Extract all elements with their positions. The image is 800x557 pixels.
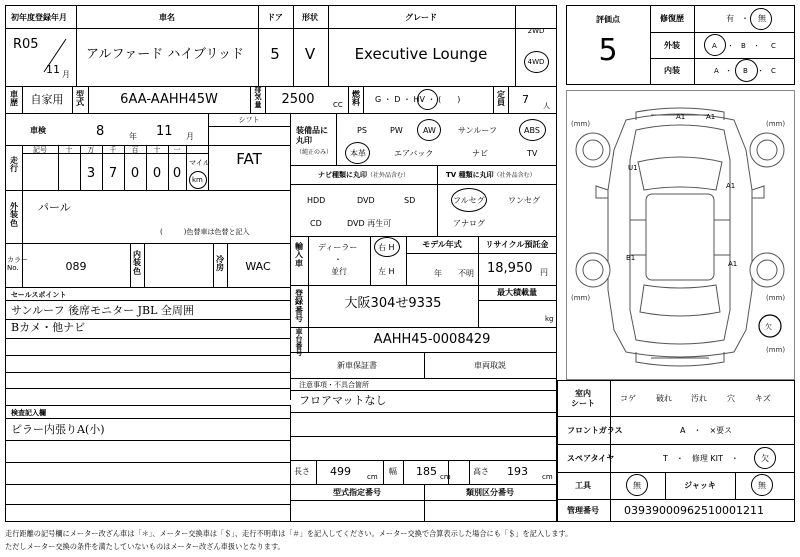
equip-leather-circle xyxy=(345,142,370,164)
import-right-h: 右 H xyxy=(378,243,395,252)
equip-item: ナビ xyxy=(472,149,488,158)
height-unit: cm xyxy=(542,473,553,481)
mileage-digit: 7 xyxy=(108,166,118,181)
mileage-digit-label: 百 xyxy=(131,146,139,154)
mileage-symbol-label: 記号 xyxy=(33,146,47,154)
fuel-hv-circle xyxy=(417,89,438,110)
capacity-value: 7 xyxy=(522,93,529,106)
length-label: 長さ xyxy=(294,467,310,476)
model-year-label: モデル年式 xyxy=(422,240,462,249)
ac-label: 冷 房 xyxy=(216,255,224,273)
width-unit: cm xyxy=(440,473,451,481)
main-sheet-frame xyxy=(5,5,557,522)
svg-text:(mm): (mm) xyxy=(766,294,786,302)
repair-label: 修復歴 xyxy=(660,14,684,23)
jack-circle xyxy=(751,474,773,496)
inspection-year: 8 xyxy=(96,124,105,139)
month-unit: 月 xyxy=(62,70,70,79)
tools-circle xyxy=(626,474,648,496)
import-label: 輸 入 車 xyxy=(295,242,303,268)
navi-item: DVD 再生可 xyxy=(347,219,392,228)
repair-option: 無 xyxy=(758,14,766,23)
right-h-circle xyxy=(374,237,400,257)
inspection-month-unit: 月 xyxy=(186,132,194,141)
interior-sheet-item: 破れ xyxy=(656,394,672,403)
name-label: 車名 xyxy=(159,13,175,22)
svg-text:(mm): (mm) xyxy=(766,346,786,354)
model-year-unit: 年 xyxy=(434,269,442,278)
mile-label: マイル xyxy=(189,159,210,167)
notes-value: フロアマットなし xyxy=(299,394,387,407)
mileage-digit-label: 十 xyxy=(65,146,73,154)
color-no-value: 089 xyxy=(65,260,87,273)
grade-label: グレード xyxy=(405,13,437,22)
import-left-h: 左 H xyxy=(378,267,395,276)
score-label: 評価点 xyxy=(596,15,620,24)
first-reg-year: R05 xyxy=(13,37,39,52)
shape-label: 形状 xyxy=(302,13,318,22)
length-value: 499 xyxy=(330,465,351,478)
svg-text:(mm): (mm) xyxy=(766,120,786,128)
import-parallel: 並行 xyxy=(331,267,347,276)
shape-value: V xyxy=(304,45,316,63)
score-value: 5 xyxy=(598,33,618,68)
drive-2wd: 2WD xyxy=(527,27,545,35)
equip-item: 本革 xyxy=(350,149,366,158)
repair-dot: ・ xyxy=(741,14,749,23)
shift-value: FAT xyxy=(236,150,262,168)
usage-value: 自家用 xyxy=(30,93,64,106)
navi-item: CD xyxy=(310,219,322,228)
exterior-grade: C xyxy=(771,42,776,50)
diagram-mark: U1 xyxy=(628,164,638,172)
mileage-digit-label: 万 xyxy=(87,146,95,154)
tv-fullseg-circle xyxy=(451,188,487,212)
model-label: 型 式 xyxy=(76,90,84,108)
navi-label: ナビ種類に丸印（社外品含む） xyxy=(318,171,410,179)
ac-value: WAC xyxy=(245,260,271,273)
interior-sheet-item: コゲ xyxy=(620,394,636,403)
fuel-options: G ・ D ・ HV ・ ( ) xyxy=(375,95,461,104)
navi-item: HDD xyxy=(307,196,326,205)
equip-item: PS xyxy=(357,126,367,135)
interior-color-label: 内 装 色 xyxy=(133,250,141,276)
sales-points-line2: Bカメ・他ナビ xyxy=(11,321,86,334)
equip-item: AW xyxy=(423,126,436,135)
km-label: km xyxy=(192,176,203,184)
interior-b-circle xyxy=(735,59,758,82)
mileage-digit-label: 千 xyxy=(109,146,117,154)
tv-label: TV 種類に丸印（社外品含む） xyxy=(446,171,536,179)
exterior-grade: B xyxy=(741,42,746,50)
color-label: 外 装 色 xyxy=(10,202,18,228)
grade-dot: ・ xyxy=(727,42,734,50)
mileage-digit: 0 xyxy=(130,166,140,181)
mileage-digit: 0 xyxy=(152,166,162,181)
chassis-value: AAHH45-0008429 xyxy=(373,332,491,347)
warranty-doc: 新車保証書 xyxy=(337,361,377,370)
max-load-label: 最大積載量 xyxy=(497,288,537,297)
sales-points-line1: サンルーフ 後席モニター JBL 全周囲 xyxy=(11,304,194,317)
interior-sheet-item: 汚れ xyxy=(691,394,707,403)
notes-label: 注意事項・不具合箇所 xyxy=(299,381,369,389)
jack-label: ジャッキ xyxy=(684,481,716,490)
cc-unit: CC xyxy=(333,101,343,109)
inspection-month: 11 xyxy=(156,124,173,139)
inspection-label: 車検 xyxy=(30,126,46,135)
equip-item: サンルーフ xyxy=(458,126,497,135)
chassis-label: 車 台 番 号 xyxy=(295,328,303,357)
door-value: 5 xyxy=(270,45,280,63)
diagram-mark: A1 xyxy=(728,260,738,268)
mileage-label: 走 行 xyxy=(10,156,18,174)
management-label: 管理番号 xyxy=(567,506,599,515)
svg-text:(mm): (mm) xyxy=(571,120,591,128)
fuel-label: 燃 料 xyxy=(352,90,360,108)
footer-line1: 走行距離の記号欄にメーター改ざん車は「＊」、メーター交換車は「＄」、走行不明車は「＃」を記入してください。メーター交換で合算表示した場合にも「＄」を記入します。 xyxy=(5,529,573,538)
navi-item: DVD xyxy=(357,196,375,205)
color-no-label: カラー No. xyxy=(7,256,28,273)
displacement-value: 2500 xyxy=(281,92,315,107)
usage-label: 車 歴 xyxy=(10,90,18,108)
interior-grade: A xyxy=(714,67,719,75)
svg-text:(mm): (mm) xyxy=(571,294,591,302)
first-reg-label: 初年度登録年月 xyxy=(11,13,67,22)
repair-none-circle xyxy=(750,8,772,30)
category-label: 類別区分番号 xyxy=(466,488,514,497)
width-value: 185 xyxy=(416,465,437,478)
equip-item: エアバック xyxy=(394,149,434,158)
diagram-mark: A1 xyxy=(726,182,736,190)
import-dot: ・ xyxy=(334,255,342,264)
windshield-options: A ・ ×要ス xyxy=(680,426,733,435)
recycle-yen: 円 xyxy=(540,268,548,277)
model-value: 6AA-AAHH45W xyxy=(120,92,218,107)
repair-option: 有 xyxy=(726,14,734,23)
spare-tire-options: T ・ 修理 KIT ・ xyxy=(663,454,739,463)
interior-label: 内装 xyxy=(664,66,680,75)
grade-dot: ・ xyxy=(725,67,732,75)
exterior-grade: A xyxy=(712,42,717,50)
management-value: 0393900096251000121​1 xyxy=(624,504,764,517)
registration-value: 大阪304せ9335 xyxy=(344,296,442,311)
width-label: 幅 xyxy=(389,467,397,476)
equip-abs-circle xyxy=(519,119,546,141)
inspector-value: ピラー内張りA(小) xyxy=(11,423,105,436)
model-year-unknown: 不明 xyxy=(458,269,474,278)
length-unit: cm xyxy=(367,473,378,481)
recycle-label: リサイクル預託金 xyxy=(485,240,549,249)
equip-item: TV xyxy=(527,149,538,158)
drive-4wd: 4WD xyxy=(527,58,545,66)
height-label: 高さ xyxy=(473,467,489,476)
type-designation-label: 型式指定番号 xyxy=(333,488,381,497)
interior-sheet-item: キズ xyxy=(755,394,771,403)
interior-sheet-label: 室内 シート xyxy=(571,389,595,409)
grade-dot: ・ xyxy=(753,42,760,50)
tv-item: アナログ xyxy=(453,219,485,228)
tv-item: ワンセグ xyxy=(508,196,540,205)
spare-tire-circle xyxy=(754,447,776,469)
interior-grade: C xyxy=(771,67,776,75)
interior-grade: B xyxy=(743,67,748,75)
spare-tire-label: スペアタイヤ xyxy=(567,454,615,463)
diagram-mark: A1 xyxy=(706,113,716,121)
equip-item: PW xyxy=(390,126,403,135)
sales-points-label: セールスポイント xyxy=(11,291,67,299)
jack-value: 無 xyxy=(758,481,766,490)
windshield-label: フロントガラス xyxy=(567,426,623,435)
capacity-label: 定 員 xyxy=(497,90,505,108)
mileage-digit-label: 一 xyxy=(173,146,181,154)
diagram-mark: B1 xyxy=(626,254,636,262)
import-dealer: ディーラー xyxy=(318,243,358,252)
registration-label: 登 録 番 号 xyxy=(295,289,303,324)
tv-item: フルセグ xyxy=(453,196,485,205)
grade-value: Executive Lounge xyxy=(354,45,488,63)
inspection-year-unit: 年 xyxy=(129,132,137,141)
navi-item: SD xyxy=(404,196,416,205)
interior-sheet-item: 穴 xyxy=(727,394,735,403)
exterior-a-circle xyxy=(704,34,726,56)
car-name: アルファード ハイブリッド xyxy=(86,47,244,62)
person-unit: 人 xyxy=(543,102,550,110)
first-reg-month: 11 xyxy=(46,63,60,76)
inspector-label: 検査記入欄 xyxy=(11,409,46,417)
max-load-unit: kg xyxy=(545,315,554,323)
mileage-digit: 3 xyxy=(86,166,96,181)
door-label: ドア xyxy=(267,13,283,22)
diagram-mark: A1 xyxy=(676,113,686,121)
equipment-label: 装備品に 丸印 （純正のみ） xyxy=(296,126,333,156)
tools-value: 無 xyxy=(633,481,641,490)
diagram-mark: 欠 xyxy=(765,323,772,331)
spare-tire-circled: 欠 xyxy=(761,454,769,463)
recycle-value: 18,950 xyxy=(487,261,533,276)
displacement-label: 排 気 量 xyxy=(254,86,262,109)
mileage-digit-label: 十 xyxy=(153,146,161,154)
color-note: ( )色替車は色替と記入 xyxy=(160,228,250,236)
grade-dot: ・ xyxy=(757,67,764,75)
color-value: パール xyxy=(38,201,71,214)
shift-label: シフト xyxy=(238,116,260,124)
mileage-digit: 0 xyxy=(172,166,182,181)
equip-aw-circle xyxy=(417,119,441,141)
equip-item: ABS xyxy=(524,126,540,135)
car-diagram xyxy=(566,90,795,380)
manual-doc: 車両取説 xyxy=(474,361,506,370)
tools-label: 工具 xyxy=(575,481,591,490)
footer-line2: ただしメーター交換の条件を満たしていないものはメーター改ざん車扱いとなります。 xyxy=(5,542,285,551)
exterior-label: 外装 xyxy=(664,41,680,50)
height-value: 193 xyxy=(507,465,528,478)
